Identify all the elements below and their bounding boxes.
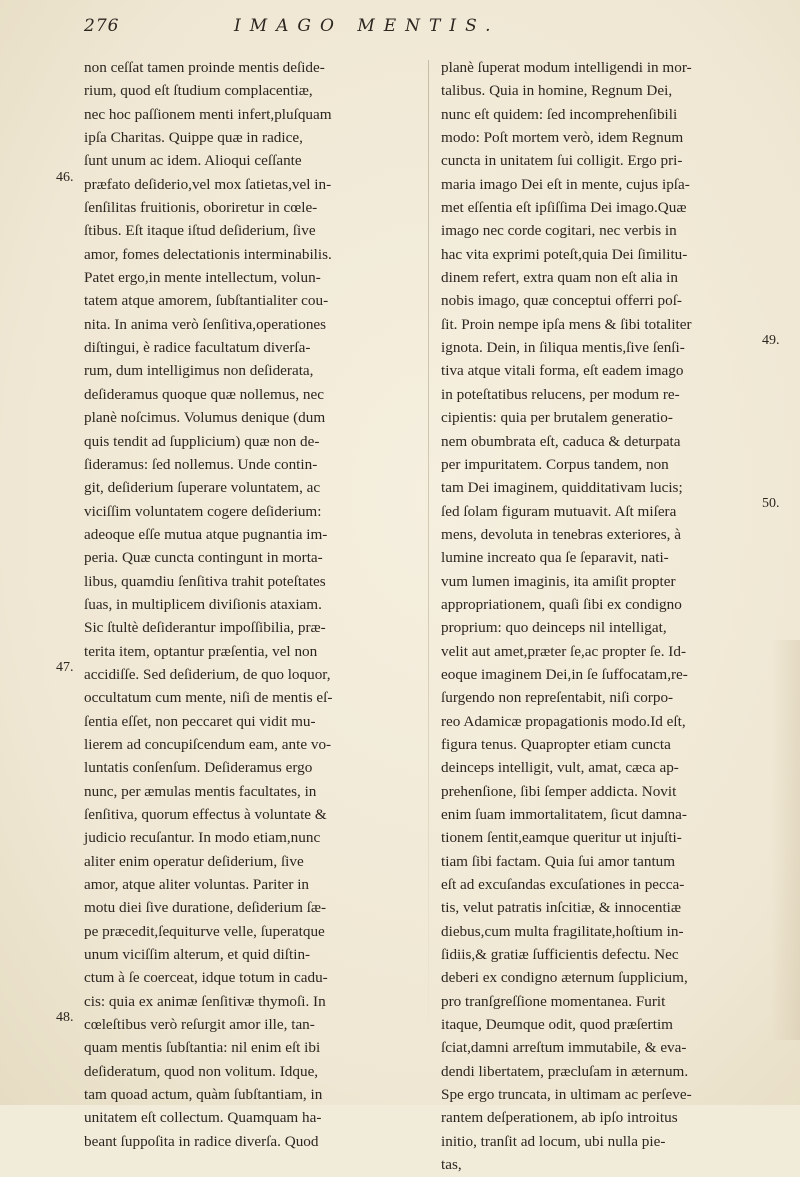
text-line: amor, atque aliter voluntas. Pariter in — [84, 876, 310, 894]
text-line: beant ſuppoſita in radice diverſa. Quod — [84, 1132, 319, 1150]
text-line: motu diei ſive duratione, deſiderium ſæ- — [84, 899, 327, 917]
text-line: hac vita exprimi poteſt,quia Dei ſimilitu- — [441, 245, 688, 263]
text-line: eſt ad excuſandas excuſationes in pecca- — [441, 876, 685, 894]
text-line: cuncta in unitatem ſui colligit. Ergo pri- — [441, 152, 683, 170]
text-line: luntatis conſenſum. Deſideramus ergo — [84, 759, 313, 777]
left-text-column — [84, 56, 402, 1153]
text-line: enim ſuam immortalitatem, ſicut damna- — [441, 806, 687, 823]
text-line: cis: quia ex animæ ſenſitivæ thymoſi. In — [84, 992, 326, 1010]
text-line: viciſſim voluntatem cogere deſiderium: — [84, 502, 322, 520]
text-line: mens, devoluta in tenebras exteriores, à — [441, 525, 681, 543]
text-line: git, deſiderium ſuperare voluntatem, ac — [84, 479, 321, 497]
text-line: deberi ex condigno æternum ſupplicium, — [441, 969, 688, 987]
text-line: unitatem eſt collectum. Quamquam ha- — [84, 1109, 322, 1127]
text-line: figura tenus. Quapropter etiam cuncta — [441, 735, 671, 753]
text-line: initio, tranſit ad locum, ubi nulla pie- — [441, 1132, 666, 1150]
text-line: cœleſtibus verò reſurgit amor ille, tan- — [84, 1016, 315, 1034]
text-line: maria imago Dei eſt in mente, cujus ipſa- — [441, 175, 690, 193]
text-line: aliter enim operatur deſiderium, ſive — [84, 852, 304, 870]
text-line: Patet ergo,in mente intellectum, volun- — [84, 269, 321, 287]
margin-number: 50. — [762, 496, 780, 511]
text-line: lierem ad concupiſcendum eam, ante vo- — [84, 735, 332, 753]
text-line: appropriationem, quaſi ſibi ex condigno — [441, 595, 682, 613]
text-line: cipientis: quia per brutalem generatio- — [441, 409, 673, 427]
text-line: ſenſitiva, quorum effectus à voluntate & — [84, 806, 327, 823]
text-line: nunc eſt quidem: ſed incomprehenſibili — [441, 105, 678, 123]
text-line: ſciat,damni arreſtum immutabile, & eva- — [441, 1039, 687, 1057]
text-line: quam mentis ſubſtantia: nil enim eſt ibi — [84, 1039, 321, 1057]
text-line: judicio recuſantur. In modo etiam,nunc — [84, 829, 321, 847]
page-edge-stain — [770, 640, 800, 1040]
text-line: accidiſſe. Sed deſiderium, de quo loquor, — [84, 665, 331, 683]
text-line: pro tranſgreſſione momentanea. Furit — [441, 992, 666, 1010]
margin-number: 46. — [56, 170, 74, 185]
text-line: proprium: quo deinceps nil intelligat, — [441, 619, 667, 637]
text-line: deſideramus quoque quæ nollemus, nec — [84, 385, 324, 403]
text-line: ſentia eſſet, non peccaret qui vidit mu- — [84, 712, 316, 730]
text-line: modo: Poſt mortem verò, idem Regnum — [441, 129, 684, 147]
text-line: peria. Quæ cuncta contingunt in morta- — [84, 549, 323, 567]
text-line: ſenſilitas fruitionis, oboriretur in cœle- — [84, 199, 318, 217]
text-line: tas, — [441, 1156, 462, 1174]
text-line: met eſſentia eſt ipſiſſima Dei imago.Quæ — [441, 199, 687, 217]
text-line: eoque imaginem Dei,in ſe ſuffocatam,re- — [441, 665, 688, 683]
text-line: ſtibus. Eſt itaque iſtud deſiderium, ſive — [84, 222, 316, 240]
text-line: ſit. Proin nempe ipſa mens & ſibi totaliter — [441, 315, 692, 333]
text-line: tam Dei imaginem, quidditativam lucis; — [441, 479, 683, 497]
text-line: diſtingui, è radice facultatum diverſa- — [84, 339, 311, 357]
text-line: tiam ſibi factam. Quia ſui amor tantum — [441, 852, 676, 870]
text-line: rum, dum intelligimus non deſiderata, — [84, 362, 314, 380]
text-line: nem obumbrata eſt, caduca & deturpata — [441, 432, 681, 450]
text-line: prehenſione, ſibi ſemper addicta. Novit — [441, 782, 677, 800]
text-line: itaque, Deumque odit, quod præſertim — [441, 1016, 673, 1034]
text-line: dinem refert, extra quam non eſt alia in — [441, 269, 679, 287]
text-line: ſurgendo non repreſentabit, niſi corpo- — [441, 689, 674, 707]
text-line: imago nec corde cogitari, nec verbis in — [441, 222, 677, 240]
text-line: deſideratum, quod non volitum. Idque, — [84, 1062, 319, 1080]
text-line: terita item, optantur præſentia, vel non — [84, 642, 318, 660]
text-line: occultatum cum mente, niſi de mentis eſ- — [84, 689, 333, 707]
text-line: ctum à ſe coerceat, idque totum in cadu- — [84, 969, 328, 987]
text-line: ſideramus: ſed nollemus. Unde contin- — [84, 455, 318, 473]
column-divider — [428, 60, 429, 1060]
right-text-column — [441, 56, 763, 1177]
text-line: planè ſuperat modum intelligendi in mor- — [441, 59, 692, 76]
text-line: vum lumen imaginis, ita amiſit propter — [441, 572, 676, 590]
text-line: ipſa Charitas. Quippe quæ in radice, — [84, 129, 303, 147]
text-line: rantem deſperationem, ab ipſo introitus — [441, 1109, 678, 1127]
page-number: 276 — [84, 16, 120, 36]
margin-number: 47. — [56, 660, 74, 675]
text-line: talibus. Quia in homine, Regnum Dei, — [441, 82, 673, 100]
text-line: deinceps intelligit, vult, amat, cæca ap- — [441, 759, 679, 777]
text-line: tiva atque vitali forma, eſt eadem imago — [441, 362, 684, 380]
margin-number: 48. — [56, 1010, 74, 1025]
text-line: Spe ergo truncata, in ultimam ac perſeve- — [441, 1086, 692, 1104]
text-line: ſuas, in multiplicem diviſionis ataxiam. — [84, 595, 322, 613]
text-line: tis, velut patratis inſcitiæ, & innocentiæ — [441, 899, 682, 917]
text-line: quis tendit ad ſupplicium) quæ non de- — [84, 432, 320, 450]
text-line: per impuritatem. Corpus tandem, non — [441, 455, 669, 473]
text-line: nec hoc paſſionem menti infert,pluſquam — [84, 105, 332, 123]
text-line: unum viciſſim alterum, et quid diſtin- — [84, 946, 311, 964]
text-line: Sic ſtultè deſiderantur impoſſibilia, præ- — [84, 619, 326, 637]
text-line: reo Adamicæ propagationis modo.Id eſt, — [441, 712, 686, 730]
text-line: nunc, per æmulas mentis facultates, in — [84, 782, 317, 800]
text-line: ſidiis,& gratiæ ſufficientis defectu. Nec — [441, 946, 679, 964]
text-line: planè noſcimus. Volumus denique (dum — [84, 409, 326, 427]
margin-number: 49. — [762, 333, 780, 348]
text-line: tatem atque amorem, ſubſtantialiter cou- — [84, 292, 329, 310]
text-line: ſunt unum ac idem. Alioqui ceſſante — [84, 152, 302, 170]
text-line: pe præcedit,ſequiturve velle, ſuperatque — [84, 922, 325, 940]
text-line: in poteſtatibus relucens, per modum re- — [441, 385, 680, 403]
text-line: non ceſſat tamen proinde mentis deſide- — [84, 59, 325, 76]
text-line: velit aut amet,præter ſe,ac propter ſe. Id- — [441, 642, 687, 660]
text-line: tam quoad actum, quàm ſubſtantiam, in — [84, 1086, 323, 1104]
running-header — [84, 16, 714, 44]
text-line: libus, quamdiu ſenſitiva trahit poteſtates — [84, 572, 326, 590]
text-line: dendi libertatem, præcluſam in æternum. — [441, 1062, 689, 1080]
running-head-title: IMAGO MENTIS. — [234, 16, 500, 36]
text-line: tionem ſentit,eamque queritur ut injuſti- — [441, 829, 682, 847]
text-line: ignota. Dein, in ſiliqua mentis,ſive ſenſi- — [441, 339, 685, 357]
text-line: amor, fomes delectationis interminabilis. — [84, 245, 332, 263]
text-line: lumine increato qua ſe ſeparavit, nati- — [441, 549, 669, 567]
text-line: adeoque eſſe mutua atque pugnantia im- — [84, 525, 328, 543]
text-line: nita. In anima verò ſenſitiva,operationes — [84, 315, 327, 333]
text-line: ſed ſolam figuram mutuavit. Aſt miſera — [441, 502, 677, 520]
text-line: rium, quod eſt ſtudium complacentiæ, — [84, 82, 313, 100]
text-line: diebus,cum multa fragilitate,hoſtium in- — [441, 922, 684, 940]
text-line: nobis imago, quæ conceptui offerri poſ- — [441, 292, 682, 310]
text-line: præfato deſiderio,vel mox ſatietas,vel in- — [84, 175, 332, 193]
